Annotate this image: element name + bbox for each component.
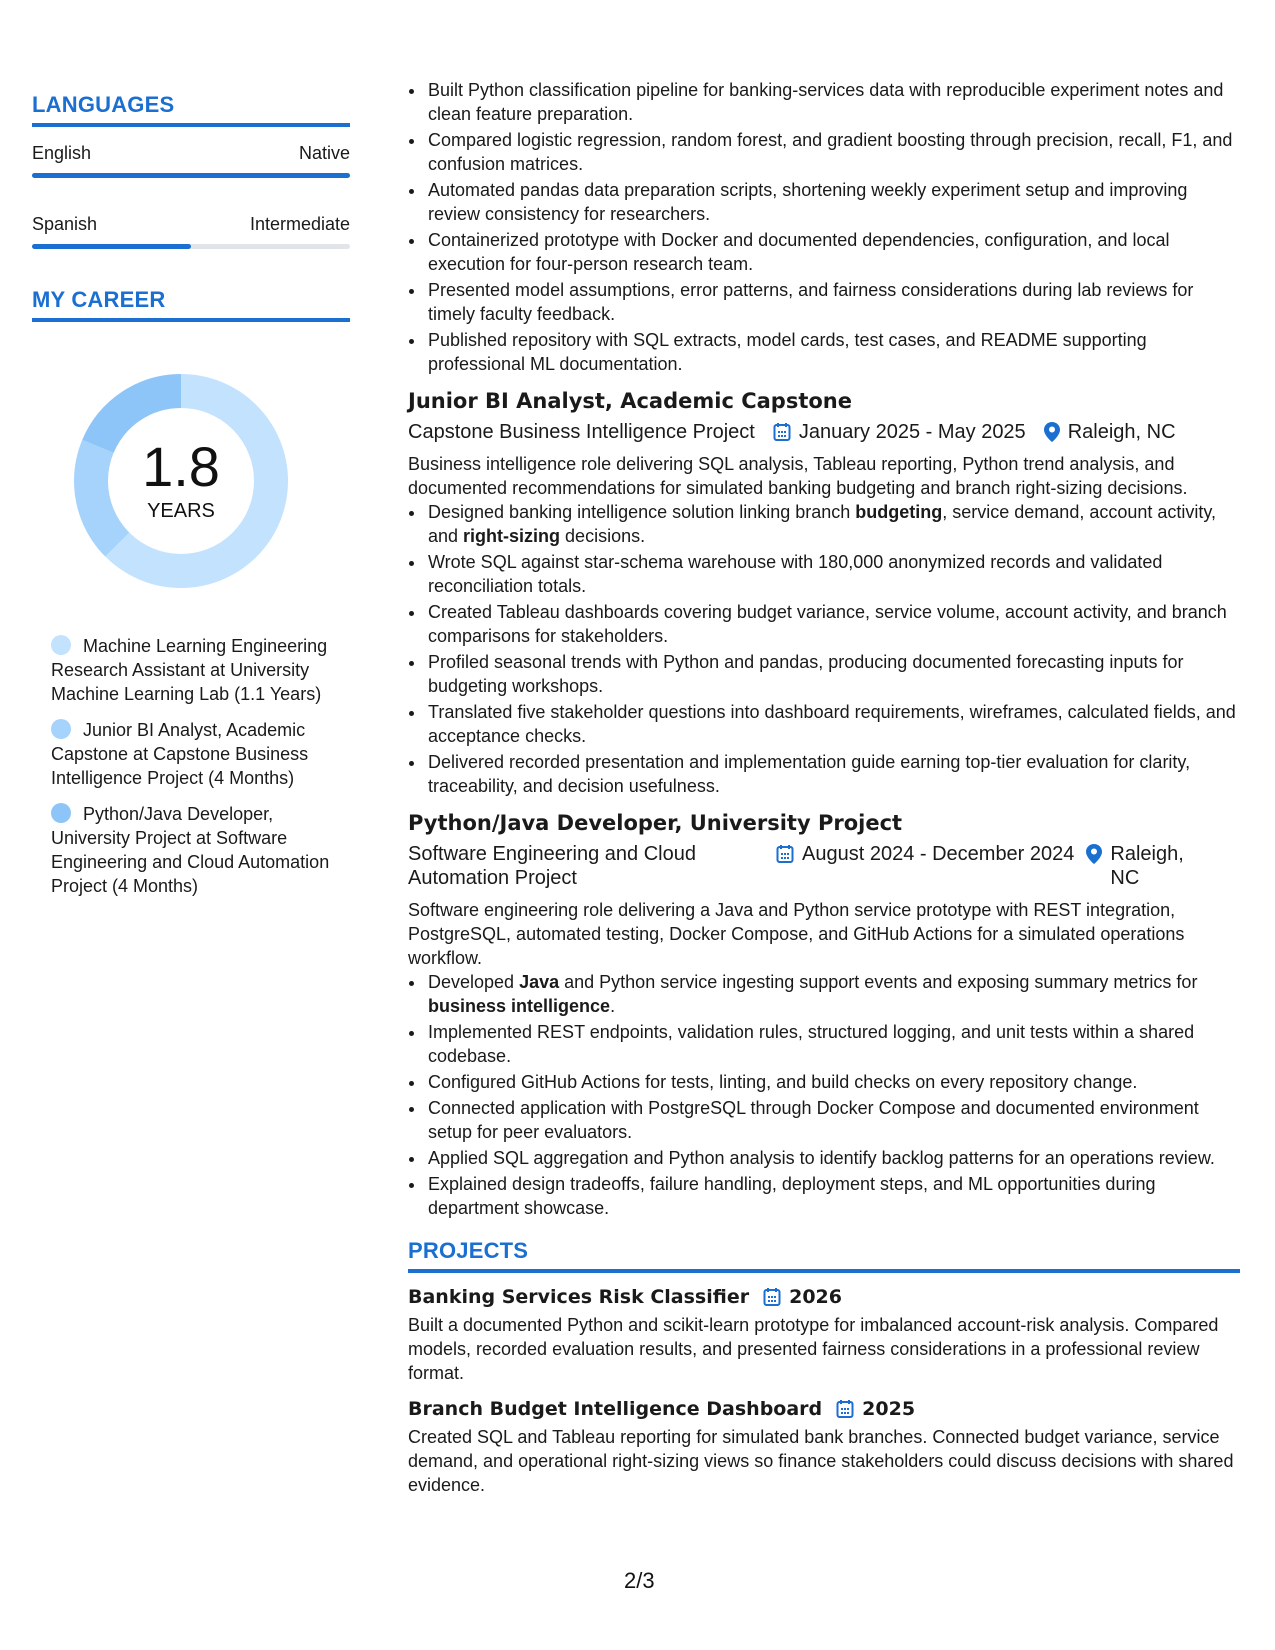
bullet-text: Created Tableau dashboards covering budget variance, service volume, account activity, and branch comparisons for stakeholders. <box>428 602 1227 646</box>
languages-list <box>32 141 350 249</box>
job-bullet-list <box>408 970 1240 1220</box>
career-heading: MY CAREER <box>32 287 350 322</box>
bullet-item: • Built Python classification pipeline for banking-services data with reproducible experiment notes and clean feature preparation. <box>426 78 1240 126</box>
bullet-text: Implemented REST endpoints, validation rules, structured logging, and unit tests within a shared codebase. <box>428 1022 1195 1066</box>
page-number: 2/3 <box>624 1568 655 1593</box>
bullet-text: . <box>610 996 616 1016</box>
main-content <box>408 78 1240 1497</box>
job-dates <box>773 420 1026 444</box>
career-total-value: 1.8 <box>142 435 220 498</box>
intro-bullet-list <box>408 78 1240 376</box>
project-year: 2026 <box>789 1286 842 1308</box>
bullet-text: and Python service ingesting support events and exposing summary metrics for <box>559 972 1198 992</box>
career-legend <box>51 634 331 898</box>
language-item <box>32 141 350 178</box>
bullet-item: • Published repository with SQL extracts, model cards, test cases, and README supporting professional ML documentation. <box>426 328 1240 376</box>
calendar-icon <box>836 1399 854 1419</box>
career-legend-item <box>51 802 331 898</box>
career-legend-item <box>51 718 331 790</box>
bullet-text: Designed banking intelligence solution linking branch <box>428 502 856 522</box>
bullet-text: Configured GitHub Actions for tests, linting, and build checks on every repository change. <box>428 1072 1138 1092</box>
bullet-item <box>426 1172 1240 1220</box>
project-header <box>408 1283 1240 1311</box>
job-location-text: Raleigh, NC <box>1067 421 1176 443</box>
bullet-emphasis: Java <box>519 972 560 992</box>
calendar-icon <box>776 844 794 864</box>
bullet-item: • Compared logistic regression, random forest, and gradient boosting through precision, recall, F1, and confusion matrices. <box>426 128 1240 176</box>
job-dates-text: January 2025 - May 2025 <box>798 421 1026 443</box>
language-proficiency-fill <box>32 173 350 178</box>
career-legend-item <box>51 634 331 706</box>
bullet-item <box>426 500 1240 548</box>
job-location-text: Raleigh, NC <box>1110 843 1184 889</box>
language-name: Spanish <box>32 214 98 234</box>
bullet-item <box>426 1096 1240 1144</box>
bullet-item <box>426 1020 1240 1068</box>
job-title: Python/Java Developer, University Project <box>408 811 903 835</box>
project-name: Banking Services Risk Classifier <box>408 1286 750 1308</box>
job-location <box>1086 842 1186 890</box>
bullet-text: decisions. <box>560 526 646 546</box>
job-dates-text: August 2024 - December 2024 <box>802 843 1075 865</box>
bullet-emphasis: right-sizing <box>463 526 561 546</box>
legend-dot-icon <box>51 635 71 655</box>
job-title: Junior BI Analyst, Academic Capstone <box>408 389 852 413</box>
job-company <box>408 842 758 890</box>
job-location <box>1044 420 1176 444</box>
bullet-item: • Presented model assumptions, error patterns, and fairness considerations during lab reviews for timely faculty feedback. <box>426 278 1240 326</box>
job-dates <box>776 842 1074 866</box>
bullet-item <box>426 1146 1240 1170</box>
bullet-text: Profiled seasonal trends with Python and pandas, producing documented forecasting inputs for budgeting workshops. <box>428 652 1184 696</box>
language-proficiency-bar <box>32 244 350 249</box>
bullet-item: • Containerized prototype with Docker and documented dependencies, configuration, and local execution for four-person research team. <box>426 228 1240 276</box>
legend-dot-icon <box>51 719 71 739</box>
project-name: Branch Budget Intelligence Dashboard <box>408 1398 823 1420</box>
bullet-emphasis: budgeting <box>855 502 943 522</box>
job-entry <box>408 386 1240 798</box>
language-level: Intermediate <box>249 214 350 234</box>
legend-dot-icon <box>51 803 71 823</box>
calendar-icon <box>773 422 791 442</box>
job-bullet-list <box>408 500 1240 798</box>
bullet-item <box>426 650 1240 698</box>
project-year: 2025 <box>862 1398 916 1420</box>
job-meta <box>408 842 1240 890</box>
map-pin-icon <box>1086 844 1102 864</box>
job-company-text: Capstone Business Intelligence Project <box>408 421 755 443</box>
bullet-item <box>426 750 1240 798</box>
bullet-text: Delivered recorded presentation and implementation guide earning top-tier evaluation for clarity, traceability, and decision usefulness. <box>428 752 1191 796</box>
bullet-item: • Automated pandas data preparation scripts, shortening weekly experiment setup and improving review consistency for researchers. <box>426 178 1240 226</box>
job-entry <box>408 808 1240 1220</box>
bullet-text: Wrote SQL against star-schema warehouse with 180,000 anonymized records and validated reconciliation totals. <box>428 552 1163 596</box>
career-donut-chart <box>66 366 296 596</box>
job-summary: Software engineering role delivering a Java and Python service prototype with REST integration, PostgreSQL, automated testing, Docker Compose, and GitHub Actions for a simulated operations workflow. <box>408 900 1185 968</box>
bullet-item <box>426 550 1240 598</box>
bullet-text: Connected application with PostgreSQL through Docker Compose and documented environment setup for peer evaluators. <box>428 1098 1199 1142</box>
bullet-text: Explained design tradeoffs, failure handling, deployment steps, and ML opportunities during department showcase. <box>428 1174 1156 1218</box>
calendar-icon <box>763 1287 781 1307</box>
bullet-emphasis: business intelligence <box>428 996 611 1016</box>
bullet-item <box>426 700 1240 748</box>
language-level: Native <box>298 143 350 163</box>
bullet-item <box>426 970 1240 1018</box>
sidebar <box>32 92 350 910</box>
language-proficiency-bar <box>32 173 350 178</box>
project-entry <box>408 1395 1240 1497</box>
project-header <box>408 1395 1240 1423</box>
project-description: Created SQL and Tableau reporting for simulated bank branches. Connected budget variance, service demand, and operational right-sizing views so finance stakeholders could discuss decisions with shared evidence. <box>408 1427 1234 1495</box>
language-item <box>32 212 350 249</box>
bullet-text: Developed <box>428 972 520 992</box>
job-company <box>408 420 755 444</box>
language-name: English <box>32 143 92 163</box>
bullet-item <box>426 1070 1240 1094</box>
project-description: Built a documented Python and scikit-learn prototype for imbalanced account-risk analysis. Compared models, recorded evaluation results, and presented fairness considerations in a professional review format. <box>408 1315 1219 1383</box>
bullet-text: , service demand, account activity, and <box>428 502 1217 546</box>
career-legend-label: Junior BI Analyst, Academic Capstone at Capstone Business Intelligence Project (4 Months) <box>51 720 309 788</box>
bullet-item <box>426 600 1240 648</box>
projects-heading: PROJECTS <box>408 1238 1240 1273</box>
project-entry <box>408 1283 1240 1385</box>
career-legend-label: Python/Java Developer, University Project at Software Engineering and Cloud Automation Project (4 Months) <box>51 804 330 896</box>
career-legend-label: Machine Learning Engineering Research Assistant at University Machine Learning Lab (1.1 Years) <box>51 636 328 704</box>
job-meta <box>408 420 1240 444</box>
job-company-text: Software Engineering and Cloud Automation Project <box>408 843 696 889</box>
map-pin-icon <box>1044 422 1060 442</box>
bullet-text: Translated five stakeholder questions into dashboard requirements, wireframes, calculated fields, and acceptance checks. <box>428 702 1236 746</box>
languages-heading: LANGUAGES <box>32 92 350 127</box>
job-summary: Business intelligence role delivering SQL analysis, Tableau reporting, Python trend analysis, and documented recommendations for simulated banking budgeting and branch right-sizing decisions. <box>408 454 1188 498</box>
career-total-unit: YEARS <box>147 500 215 522</box>
bullet-text: Applied SQL aggregation and Python analysis to identify backlog patterns for an operations review. <box>428 1148 1215 1168</box>
language-proficiency-fill <box>32 244 191 249</box>
